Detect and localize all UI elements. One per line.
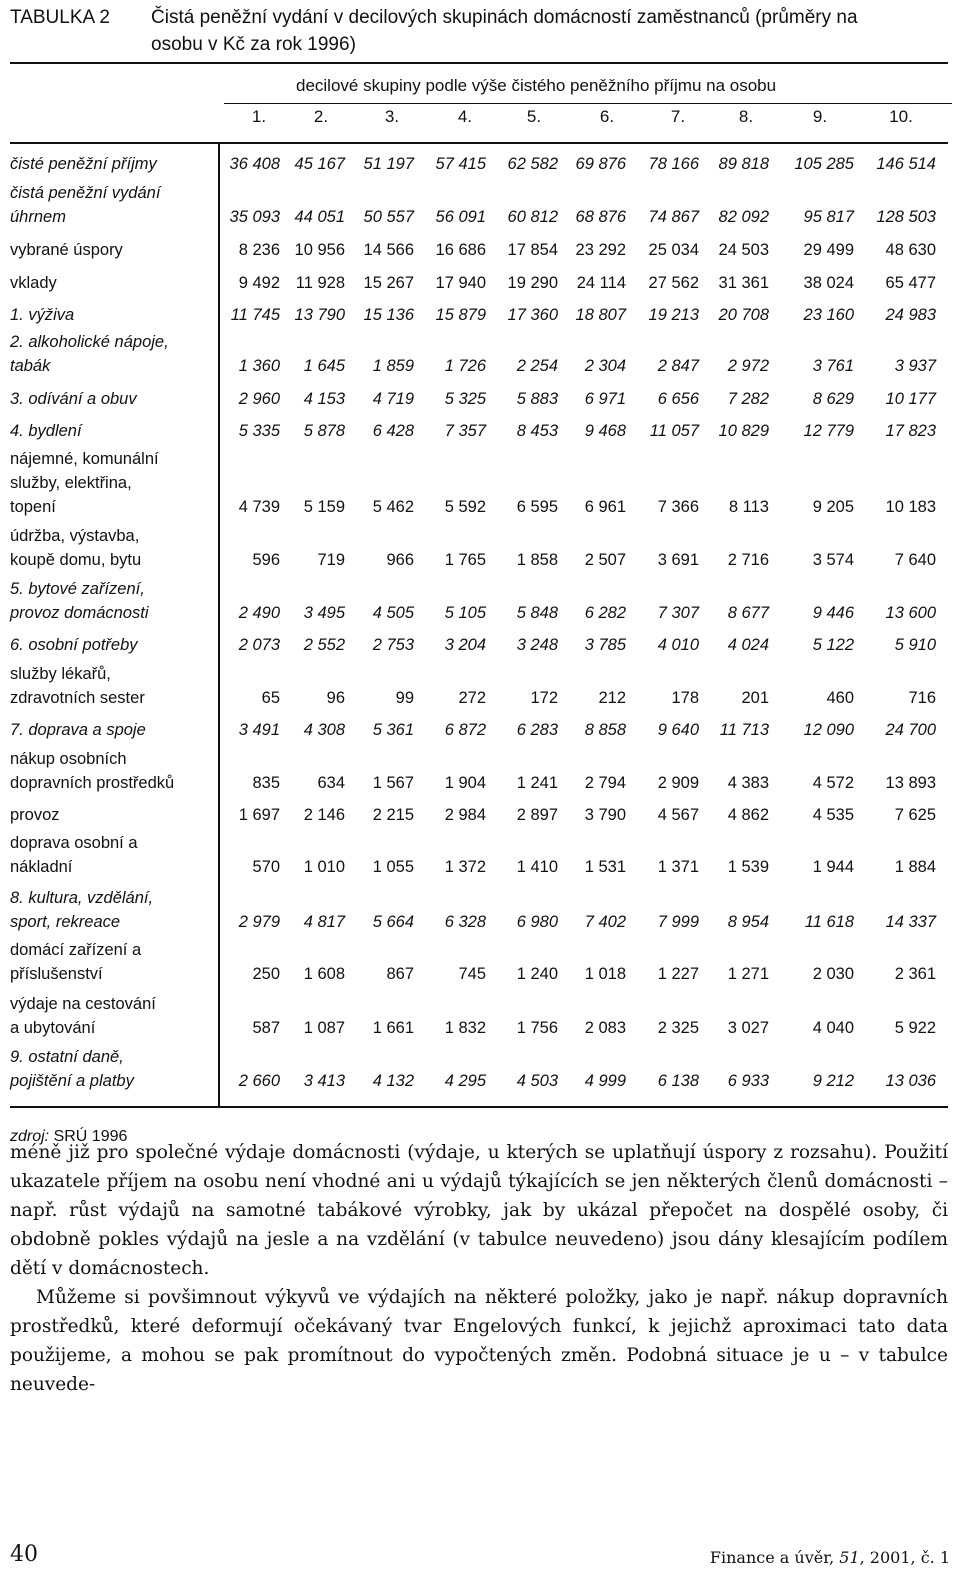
decile-label: 9. — [812, 107, 828, 126]
table-cell: 15 879 — [435, 306, 486, 324]
row-label: nákup osobních dopravních prostředků — [10, 750, 175, 792]
table-cell: 4 535 — [812, 806, 854, 824]
page-number: 40 — [10, 1542, 38, 1567]
table-cell: 3 413 — [303, 1072, 345, 1090]
table-cell: 2 794 — [584, 774, 626, 792]
table-cell: 4 010 — [657, 636, 699, 654]
table-cell: 9 205 — [812, 498, 854, 516]
table-cell: 20 708 — [718, 306, 769, 324]
table-cell: 4 132 — [372, 1072, 414, 1090]
table-cell: 5 878 — [303, 422, 345, 440]
row-label: 7. doprava a spoje — [10, 721, 146, 739]
table-cell: 2 325 — [657, 1019, 699, 1037]
table-cell: 4 739 — [238, 498, 280, 516]
table-cell: 1 567 — [372, 774, 414, 792]
table-cell: 4 505 — [372, 604, 414, 622]
table-cell: 8 677 — [727, 604, 769, 622]
table-row — [0, 271, 960, 295]
table-row — [0, 831, 960, 879]
table-cell: 867 — [386, 965, 414, 983]
table-cell: 8 629 — [812, 390, 854, 408]
rule-table-bottom — [10, 1106, 948, 1108]
table-cell: 10 956 — [294, 241, 345, 259]
table-cell: 1 531 — [584, 858, 626, 876]
table-cell: 8 453 — [516, 422, 558, 440]
row-label: doprava osobní a nákladní — [10, 834, 138, 876]
row-label: služby lékařů, zdravotních sester — [10, 665, 145, 707]
table-cell: 51 197 — [363, 155, 414, 173]
row-label: 9. ostatní daně, pojištění a platby — [10, 1048, 134, 1090]
table-cell: 11 745 — [230, 306, 280, 324]
table-cell: 6 961 — [584, 498, 626, 516]
table-cell: 65 477 — [885, 274, 936, 292]
table-row — [0, 1045, 960, 1093]
decile-label: 10. — [889, 107, 913, 126]
journal-volume: 51 — [839, 1548, 860, 1567]
row-values — [224, 771, 952, 795]
table-cell: 5 848 — [516, 604, 558, 622]
table-row — [0, 152, 960, 176]
table-cell: 50 557 — [363, 208, 414, 226]
table-cell: 13 036 — [885, 1072, 936, 1090]
table-cell: 3 761 — [812, 357, 854, 375]
table-cell: 5 883 — [516, 390, 558, 408]
table-cell: 2 030 — [812, 965, 854, 983]
table-cell: 36 408 — [229, 155, 280, 173]
table-cell: 2 979 — [238, 913, 280, 931]
row-values — [224, 910, 952, 934]
decile-label: 7. — [670, 107, 686, 126]
table-cell: 17 854 — [507, 241, 558, 259]
table-cell: 5 335 — [238, 422, 280, 440]
decile-label: 6. — [599, 107, 615, 126]
table-cell: 78 166 — [648, 155, 699, 173]
table-cell: 99 — [395, 689, 414, 707]
table-row — [0, 747, 960, 795]
table-cell: 3 691 — [657, 551, 699, 569]
table-cell: 1 371 — [657, 858, 699, 876]
table-cell: 23 160 — [803, 306, 854, 324]
row-values — [224, 962, 952, 986]
table-cell: 48 630 — [885, 241, 936, 259]
journal-name: Finance a úvěr, — [709, 1548, 835, 1567]
row-values — [224, 205, 952, 229]
table-cell: 2 083 — [584, 1019, 626, 1037]
table-cell: 745 — [458, 965, 486, 983]
table-cell: 4 719 — [372, 390, 414, 408]
table-cell: 2 984 — [444, 806, 486, 824]
table-row — [0, 419, 960, 443]
decile-label: 5. — [526, 107, 542, 126]
table-cell: 2 361 — [894, 965, 936, 983]
row-label: 8. kultura, vzdělání, sport, rekreace — [10, 889, 154, 931]
table-cell: 5 105 — [444, 604, 486, 622]
table-cell: 4 040 — [812, 1019, 854, 1037]
table-cell: 18 807 — [575, 306, 626, 324]
table-cell: 4 024 — [727, 636, 769, 654]
table-cell: 5 462 — [372, 498, 414, 516]
table-cell: 570 — [252, 858, 280, 876]
row-values — [224, 718, 952, 742]
row-values — [224, 803, 952, 827]
table-cell: 56 091 — [435, 208, 486, 226]
row-values — [224, 271, 952, 295]
table-cell: 178 — [671, 689, 699, 707]
table-cell: 16 686 — [435, 241, 486, 259]
table-cell: 1 904 — [444, 774, 486, 792]
table-cell: 4 503 — [516, 1072, 558, 1090]
table-cell: 4 567 — [657, 806, 699, 824]
table-cell: 105 285 — [794, 155, 854, 173]
table-cell: 1 372 — [444, 858, 486, 876]
table-cell: 10 177 — [885, 390, 936, 408]
body-text — [10, 1138, 948, 1399]
table-cell: 2 660 — [238, 1072, 280, 1090]
table-cell: 4 572 — [812, 774, 854, 792]
table-cell: 1 756 — [516, 1019, 558, 1037]
row-values — [224, 495, 952, 519]
table-cell: 89 818 — [718, 155, 769, 173]
table-cell: 596 — [252, 551, 280, 569]
decile-label: 2. — [313, 107, 329, 126]
table-cell: 27 562 — [648, 274, 699, 292]
table-cell: 14 566 — [363, 241, 414, 259]
table-cell: 8 858 — [584, 721, 626, 739]
table-row — [0, 330, 960, 378]
table-cell: 9 468 — [584, 422, 626, 440]
table-cell: 11 618 — [804, 913, 854, 931]
table-cell: 1 944 — [812, 858, 854, 876]
row-label: 2. alkoholické nápoje, tabák — [10, 333, 169, 375]
table-cell: 7 366 — [657, 498, 699, 516]
table-cell: 716 — [908, 689, 936, 707]
source-prefix: zdroj: — [10, 1128, 50, 1145]
table-cell: 9 212 — [812, 1072, 854, 1090]
table-cell: 6 283 — [516, 721, 558, 739]
row-label: 3. odívání a obuv — [10, 390, 137, 408]
table-title: Čistá peněžní vydání v decilových skupinách domácností zaměstnanců (průměry na osobu v Kč za rok 1996) — [151, 7, 858, 55]
table-row — [0, 238, 960, 262]
table-cell: 6 138 — [657, 1072, 699, 1090]
table-cell: 11 057 — [649, 422, 699, 440]
table-cell: 5 159 — [303, 498, 345, 516]
row-label: 4. bydlení — [10, 422, 82, 440]
table-cell: 14 337 — [885, 913, 936, 931]
table-cell: 6 933 — [727, 1072, 769, 1090]
table-cell: 587 — [252, 1019, 280, 1037]
table-cell: 719 — [317, 551, 345, 569]
table-cell: 460 — [826, 689, 854, 707]
row-values — [224, 354, 952, 378]
table-cell: 2 552 — [303, 636, 345, 654]
table-cell: 7 625 — [894, 806, 936, 824]
table-cell: 2 215 — [372, 806, 414, 824]
table-cell: 4 999 — [584, 1072, 626, 1090]
table-cell: 5 910 — [894, 636, 936, 654]
row-values — [224, 303, 952, 327]
table-cell: 69 876 — [575, 155, 626, 173]
group-header: decilové skupiny podle výše čistého peněžního příjmu na osobu — [296, 76, 777, 95]
table-cell: 8 113 — [728, 498, 769, 516]
table-cell: 1 271 — [727, 965, 769, 983]
table-cell: 634 — [317, 774, 345, 792]
row-values — [224, 601, 952, 625]
table-cell: 19 213 — [648, 306, 699, 324]
table-row — [0, 662, 960, 710]
table-cell: 1 726 — [444, 357, 486, 375]
table-cell: 6 428 — [372, 422, 414, 440]
table-cell: 60 812 — [507, 208, 558, 226]
row-label: výdaje na cestování a ubytování — [10, 995, 156, 1037]
table-cell: 1 410 — [516, 858, 558, 876]
row-values — [224, 686, 952, 710]
table-cell: 5 361 — [372, 721, 414, 739]
row-label: čistá peněžní vydání úhrnem — [10, 184, 161, 226]
table-cell: 5 664 — [372, 913, 414, 931]
journal-issue: , 2001, č. 1 — [859, 1548, 950, 1567]
table-cell: 2 753 — [372, 636, 414, 654]
table-cell: 2 073 — [238, 636, 280, 654]
table-cell: 24 114 — [576, 274, 626, 292]
table-cell: 13 893 — [885, 774, 936, 792]
table-cell: 13 790 — [294, 306, 345, 324]
table-cell: 7 640 — [894, 551, 936, 569]
table-cell: 23 292 — [575, 241, 626, 259]
table-cell: 5 592 — [444, 498, 486, 516]
table-cell: 7 282 — [727, 390, 769, 408]
row-values — [224, 238, 952, 262]
table-cell: 3 491 — [238, 721, 280, 739]
decile-label: 8. — [738, 107, 754, 126]
table-cell: 1 645 — [303, 357, 345, 375]
table-cell: 4 383 — [727, 774, 769, 792]
table-cell: 5 122 — [812, 636, 854, 654]
row-label: čisté peněžní příjmy — [10, 155, 157, 173]
table-cell: 25 034 — [648, 241, 699, 259]
table-cell: 1 360 — [238, 357, 280, 375]
table-cell: 12 090 — [803, 721, 854, 739]
table-row — [0, 524, 960, 572]
table-cell: 1 241 — [516, 774, 558, 792]
table-cell: 3 204 — [444, 636, 486, 654]
table-cell: 1 227 — [657, 965, 699, 983]
table-cell: 1 858 — [516, 551, 558, 569]
row-label: údržba, výstavba, koupě domu, bytu — [10, 527, 142, 569]
table-cell: 3 027 — [727, 1019, 769, 1037]
row-label: 5. bytové zařízení, provoz domácnosti — [10, 580, 149, 622]
table-cell: 4 153 — [303, 390, 345, 408]
table-cell: 3 574 — [812, 551, 854, 569]
table-cell: 11 713 — [719, 721, 769, 739]
table-cell: 8 954 — [727, 913, 769, 931]
table-row — [0, 938, 960, 986]
table-cell: 10 829 — [718, 422, 769, 440]
row-label: nájemné, komunální služby, elektřina, topení — [10, 450, 159, 516]
table-cell: 57 415 — [435, 155, 486, 173]
table-cell: 68 876 — [575, 208, 626, 226]
table-cell: 2 304 — [584, 357, 626, 375]
row-label: domácí zařízení a příslušenství — [10, 941, 142, 983]
table-cell: 9 640 — [657, 721, 699, 739]
table-cell: 835 — [252, 774, 280, 792]
table-cell: 9 446 — [812, 604, 854, 622]
table-cell: 2 490 — [238, 604, 280, 622]
table-row — [0, 886, 960, 934]
table-cell: 6 328 — [444, 913, 486, 931]
row-label: provoz — [10, 806, 60, 824]
table-cell: 2 847 — [657, 357, 699, 375]
table-cell: 82 092 — [718, 208, 769, 226]
row-values — [224, 1016, 952, 1040]
row-values — [224, 387, 952, 411]
table-cell: 15 136 — [363, 306, 414, 324]
table-cell: 1 884 — [894, 858, 936, 876]
table-cell: 2 909 — [657, 774, 699, 792]
table-cell: 17 940 — [435, 274, 486, 292]
table-cell: 6 282 — [584, 604, 626, 622]
table-cell: 4 308 — [303, 721, 345, 739]
table-row — [0, 803, 960, 827]
table-cell: 3 937 — [894, 357, 936, 375]
table-cell: 2 960 — [238, 390, 280, 408]
table-cell: 24 503 — [718, 241, 769, 259]
table-cell: 10 183 — [885, 498, 936, 516]
table-cell: 15 267 — [363, 274, 414, 292]
table-cell: 172 — [530, 689, 558, 707]
table-cell: 1 539 — [727, 858, 769, 876]
body-paragraph: méně již pro společné výdaje domácnosti (výdaje, u kterých se uplatňují úspory z rozsahu). Použití ukazatele příjem na osobu není vhodné ani u výdajů týkajících se jen některých členů domácnosti – např. růst výdajů na samotné tabákové výrobky, jak by ukázal přepočet na dospělé osoby, či obdobně pokles výdajů na jesle a na vzdělání (v tabulce neuvedeno) jsou dány klesajícím podílem dětí v domácnostech. — [10, 1142, 948, 1279]
table-cell: 212 — [598, 689, 626, 707]
table-cell: 1 018 — [584, 965, 626, 983]
table-cell: 96 — [326, 689, 345, 707]
table-row — [0, 992, 960, 1040]
table-cell: 6 595 — [516, 498, 558, 516]
table-cell: 1 859 — [372, 357, 414, 375]
table-cell: 6 971 — [584, 390, 626, 408]
row-values — [224, 855, 952, 879]
table-cell: 272 — [458, 689, 486, 707]
table-row — [0, 387, 960, 411]
journal-citation — [710, 1548, 950, 1567]
table-cell: 17 823 — [885, 422, 936, 440]
table-cell: 2 716 — [727, 551, 769, 569]
table-cell: 1 087 — [303, 1019, 345, 1037]
table-cell: 1 240 — [516, 965, 558, 983]
table-row — [0, 303, 960, 327]
table-cell: 1 661 — [372, 1019, 414, 1037]
table-cell: 201 — [741, 689, 769, 707]
table-cell: 146 514 — [876, 155, 936, 173]
table-cell: 95 817 — [803, 208, 854, 226]
table-cell: 6 656 — [657, 390, 699, 408]
decile-label: 1. — [251, 107, 267, 126]
row-label: vklady — [10, 274, 57, 292]
table-cell: 7 357 — [444, 422, 486, 440]
table-cell: 65 — [261, 689, 280, 707]
table-cell: 128 503 — [876, 208, 936, 226]
table-label: TABULKA 2 — [10, 7, 110, 28]
row-values — [224, 633, 952, 657]
table-cell: 1 697 — [238, 806, 280, 824]
source-text: SRÚ 1996 — [53, 1128, 128, 1145]
table-cell: 5 922 — [894, 1019, 936, 1037]
table-cell: 38 024 — [803, 274, 854, 292]
row-values — [224, 152, 952, 176]
row-values — [224, 419, 952, 443]
table-cell: 3 495 — [303, 604, 345, 622]
table-row — [0, 181, 960, 229]
table-cell: 1 055 — [372, 858, 414, 876]
table-cell: 74 867 — [648, 208, 699, 226]
table-cell: 24 983 — [885, 306, 936, 324]
row-values — [224, 548, 952, 572]
decile-label: 3. — [384, 107, 400, 126]
table-cell: 24 700 — [885, 721, 936, 739]
table-cell: 7 307 — [657, 604, 699, 622]
row-label: 1. výživa — [10, 306, 75, 324]
row-values — [224, 1069, 952, 1093]
row-label: vybrané úspory — [10, 241, 123, 259]
body-paragraph: Můžeme si povšimnout výkyvů ve výdajích na některé položky, jako je např. nákup dopravních prostředků, které deformují očekávaný tvar Engelových funkcí, k jejichž aproximaci tato data použijeme, a mohou se pak promítnout do vypočtených změn. Podobná situace je u – v tabulce neuvede- — [10, 1287, 948, 1395]
table-cell: 6 980 — [516, 913, 558, 931]
table-cell: 1 832 — [444, 1019, 486, 1037]
table-cell: 11 928 — [295, 274, 345, 292]
table-cell: 29 499 — [803, 241, 854, 259]
decile-label: 4. — [457, 107, 473, 126]
table-cell: 2 972 — [727, 357, 769, 375]
table-cell: 44 051 — [294, 208, 345, 226]
table-cell: 2 254 — [516, 357, 558, 375]
table-cell: 3 248 — [516, 636, 558, 654]
table-cell: 1 765 — [444, 551, 486, 569]
table-row — [0, 577, 960, 625]
table-cell: 5 325 — [444, 390, 486, 408]
table-cell: 2 146 — [303, 806, 345, 824]
table-cell: 4 817 — [303, 913, 345, 931]
table-cell: 13 600 — [885, 604, 936, 622]
table-cell: 1 010 — [303, 858, 345, 876]
table-cell: 17 360 — [507, 306, 558, 324]
table-cell: 250 — [252, 965, 280, 983]
table-cell: 2 507 — [584, 551, 626, 569]
table-cell: 2 897 — [516, 806, 558, 824]
table-cell: 9 492 — [238, 274, 280, 292]
table-cell: 12 779 — [803, 422, 854, 440]
table-cell: 62 582 — [507, 155, 558, 173]
table-cell: 8 236 — [238, 241, 280, 259]
table-cell: 45 167 — [294, 155, 345, 173]
table-cell: 6 872 — [444, 721, 486, 739]
table-cell: 1 608 — [303, 965, 345, 983]
table-row — [0, 718, 960, 742]
table-cell: 31 361 — [718, 274, 769, 292]
table-cell: 7 402 — [584, 913, 626, 931]
row-label: 6. osobní potřeby — [10, 636, 138, 654]
table-cell: 35 093 — [229, 208, 280, 226]
table-row — [0, 447, 960, 519]
table-cell: 4 862 — [727, 806, 769, 824]
table-cell: 966 — [386, 551, 414, 569]
table-row — [0, 633, 960, 657]
table-cell: 7 999 — [657, 913, 699, 931]
table-cell: 3 785 — [584, 636, 626, 654]
table-cell: 19 290 — [507, 274, 558, 292]
table-cell: 3 790 — [584, 806, 626, 824]
table-cell: 4 295 — [444, 1072, 486, 1090]
